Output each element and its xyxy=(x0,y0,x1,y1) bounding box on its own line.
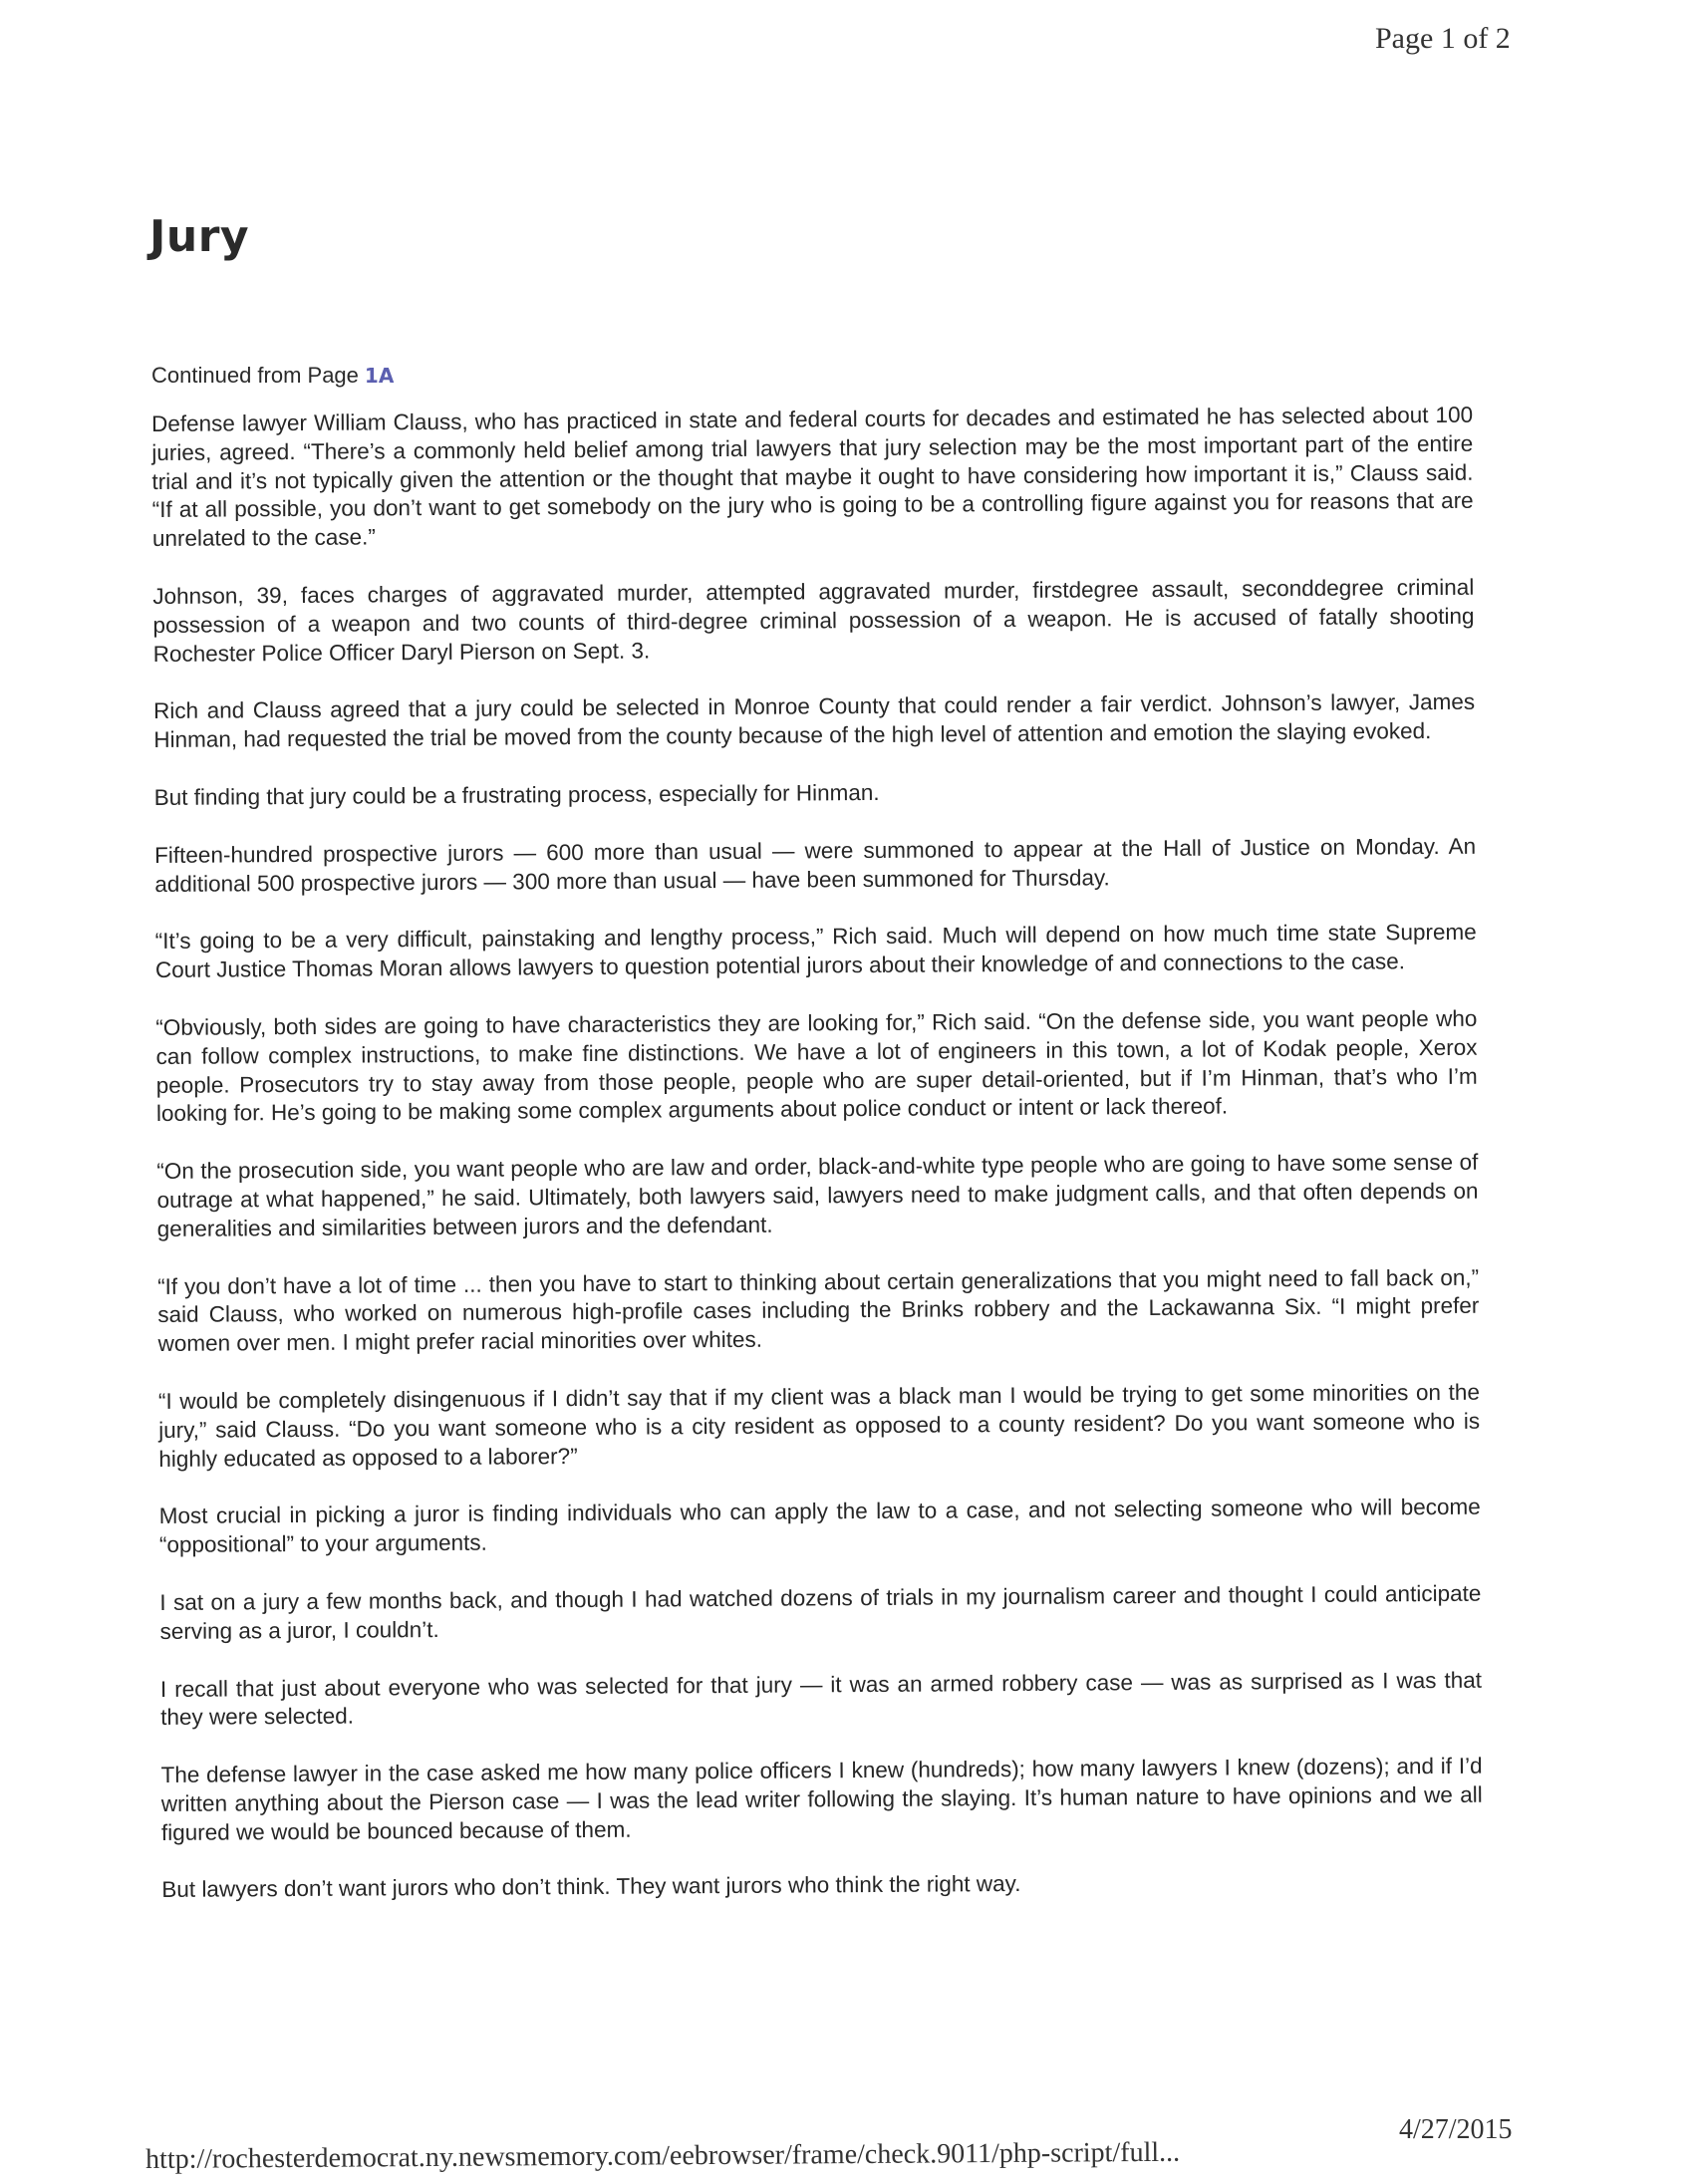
continued-label: Continued from Page xyxy=(151,363,359,388)
paragraph: “If you don’t have a lot of time ... then you have to start to thinking about certain generalizations that you might need to fall back on,” said Clauss, who worked on numerous high-profile cases including the Brinks robbery and the Lackawanna Six. “I might prefer women over men. I might prefer racial minorities over whites. xyxy=(157,1264,1480,1357)
paragraph: Fifteen-hundred prospective jurors — 600 more than usual — were summoned to appear at the Hall of Justice on Monday. An additional 500 prospective jurors — 300 more than usual — have been summoned for Thursday. xyxy=(154,833,1477,897)
paragraph: The defense lawyer in the case asked me how many police officers I knew (hundreds); how many lawyers I knew (dozens); and if I’d written anything about the Pierson case — I was the lead writer following the slaying. It’s human nature to have opinions and we all figured we would be bounced because of them. xyxy=(160,1753,1483,1845)
paragraph: Most crucial in picking a juror is finding individuals who can apply the law to a case, and not selecting someone who will become “oppositional” to your arguments. xyxy=(158,1495,1481,1558)
paragraph: Johnson, 39, faces charges of aggravated murder, attempted aggravated murder, firstdegree assault, seconddegree criminal possession of a weapon and two counts of third-degree criminal possession of a weapon. He is accused of fatally shooting Rochester Police Officer Daryl Pierson on Sept. 3. xyxy=(152,574,1475,667)
footer-url: http://rochesterdemocrat.ny.newsmemory.com/eebrowser/frame/check.9011/php-script/full... xyxy=(145,2136,1181,2175)
paragraph: But lawyers don’t want jurors who don’t think. They want jurors who think the right way. xyxy=(161,1871,1021,1903)
paragraph: “Obviously, both sides are going to have characteristics they are looking for,” Rich said. “On the defense side, you want people who can follow complex instructions, to make fine distinctions. We have a lot of engineers in this town, a lot of Kodak people, Xerox people. Prosecutors try to stay away from those people, people who are super detail-oriented, but if I’m Hinman, that’s who I’m looking for. He’s going to be making some complex arguments about police conduct or intent or lack thereof. xyxy=(155,1005,1478,1127)
paragraph: Defense lawyer William Clauss, who has practiced in state and federal courts for decades and estimated he has selected about 100 juries, agreed. “There’s a commonly held belief among trial lawyers that jury selection may be the most important part of the entire trial and it’s not typically given the attention or the thought that maybe it ought to have considering how important it is,” Clauss said. “If at all possible, you don’t want to get somebody on the jury who is going to be a controlling figure against you for reasons that are unrelated to the case.” xyxy=(151,402,1474,552)
page-indicator: Page 1 of 2 xyxy=(1375,22,1511,55)
article-headline: Jury xyxy=(149,211,250,262)
paragraph: Rich and Clauss agreed that a jury could be selected in Monroe County that could render a fair verdict. Johnson’s lawyer, James Hinman, had requested the trial be moved from the county because of the high level of attention and emotion the slaying evoked. xyxy=(153,689,1476,753)
continued-from-line xyxy=(151,363,394,389)
paragraph: But finding that jury could be a frustrating process, especially for Hinman. xyxy=(153,779,880,810)
paragraph: I sat on a jury a few months back, and though I had watched dozens of trials in my journalism career and thought I could anticipate serving as a juror, I couldn’t. xyxy=(159,1580,1482,1644)
paragraph: I recall that just about everyone who was selected for that jury — it was an armed robbery case — was as surprised as I was that they were selected. xyxy=(159,1667,1483,1731)
paragraph: “I would be completely disingenuous if I didn’t say that if my client was a black man I would be trying to get some minorities on the jury,” said Clauss. “Do you want someone who is a city resident as opposed to a county resident? Do you want someone who is highly educated as opposed to a laborer?” xyxy=(157,1379,1481,1472)
paragraph: “On the prosecution side, you want people who are law and order, black-and-white type people who are going to have some sense of outrage at what happened,” he said. Ultimately, both lawyers said, lawyers need to make judgment calls, and that often depends on generalities and similarities between jurors and the defendant. xyxy=(156,1149,1479,1241)
paragraph: “It’s going to be a very difficult, painstaking and lengthy process,” Rich said. Much will depend on how much time state Supreme Court Justice Thomas Moran allows lawyers to question potential jurors about their knowledge of and connections to the case. xyxy=(154,920,1477,983)
footer-date: 4/27/2015 xyxy=(1399,2114,1513,2145)
continued-page-link[interactable]: 1A xyxy=(364,364,395,388)
article-body xyxy=(151,402,1484,1935)
